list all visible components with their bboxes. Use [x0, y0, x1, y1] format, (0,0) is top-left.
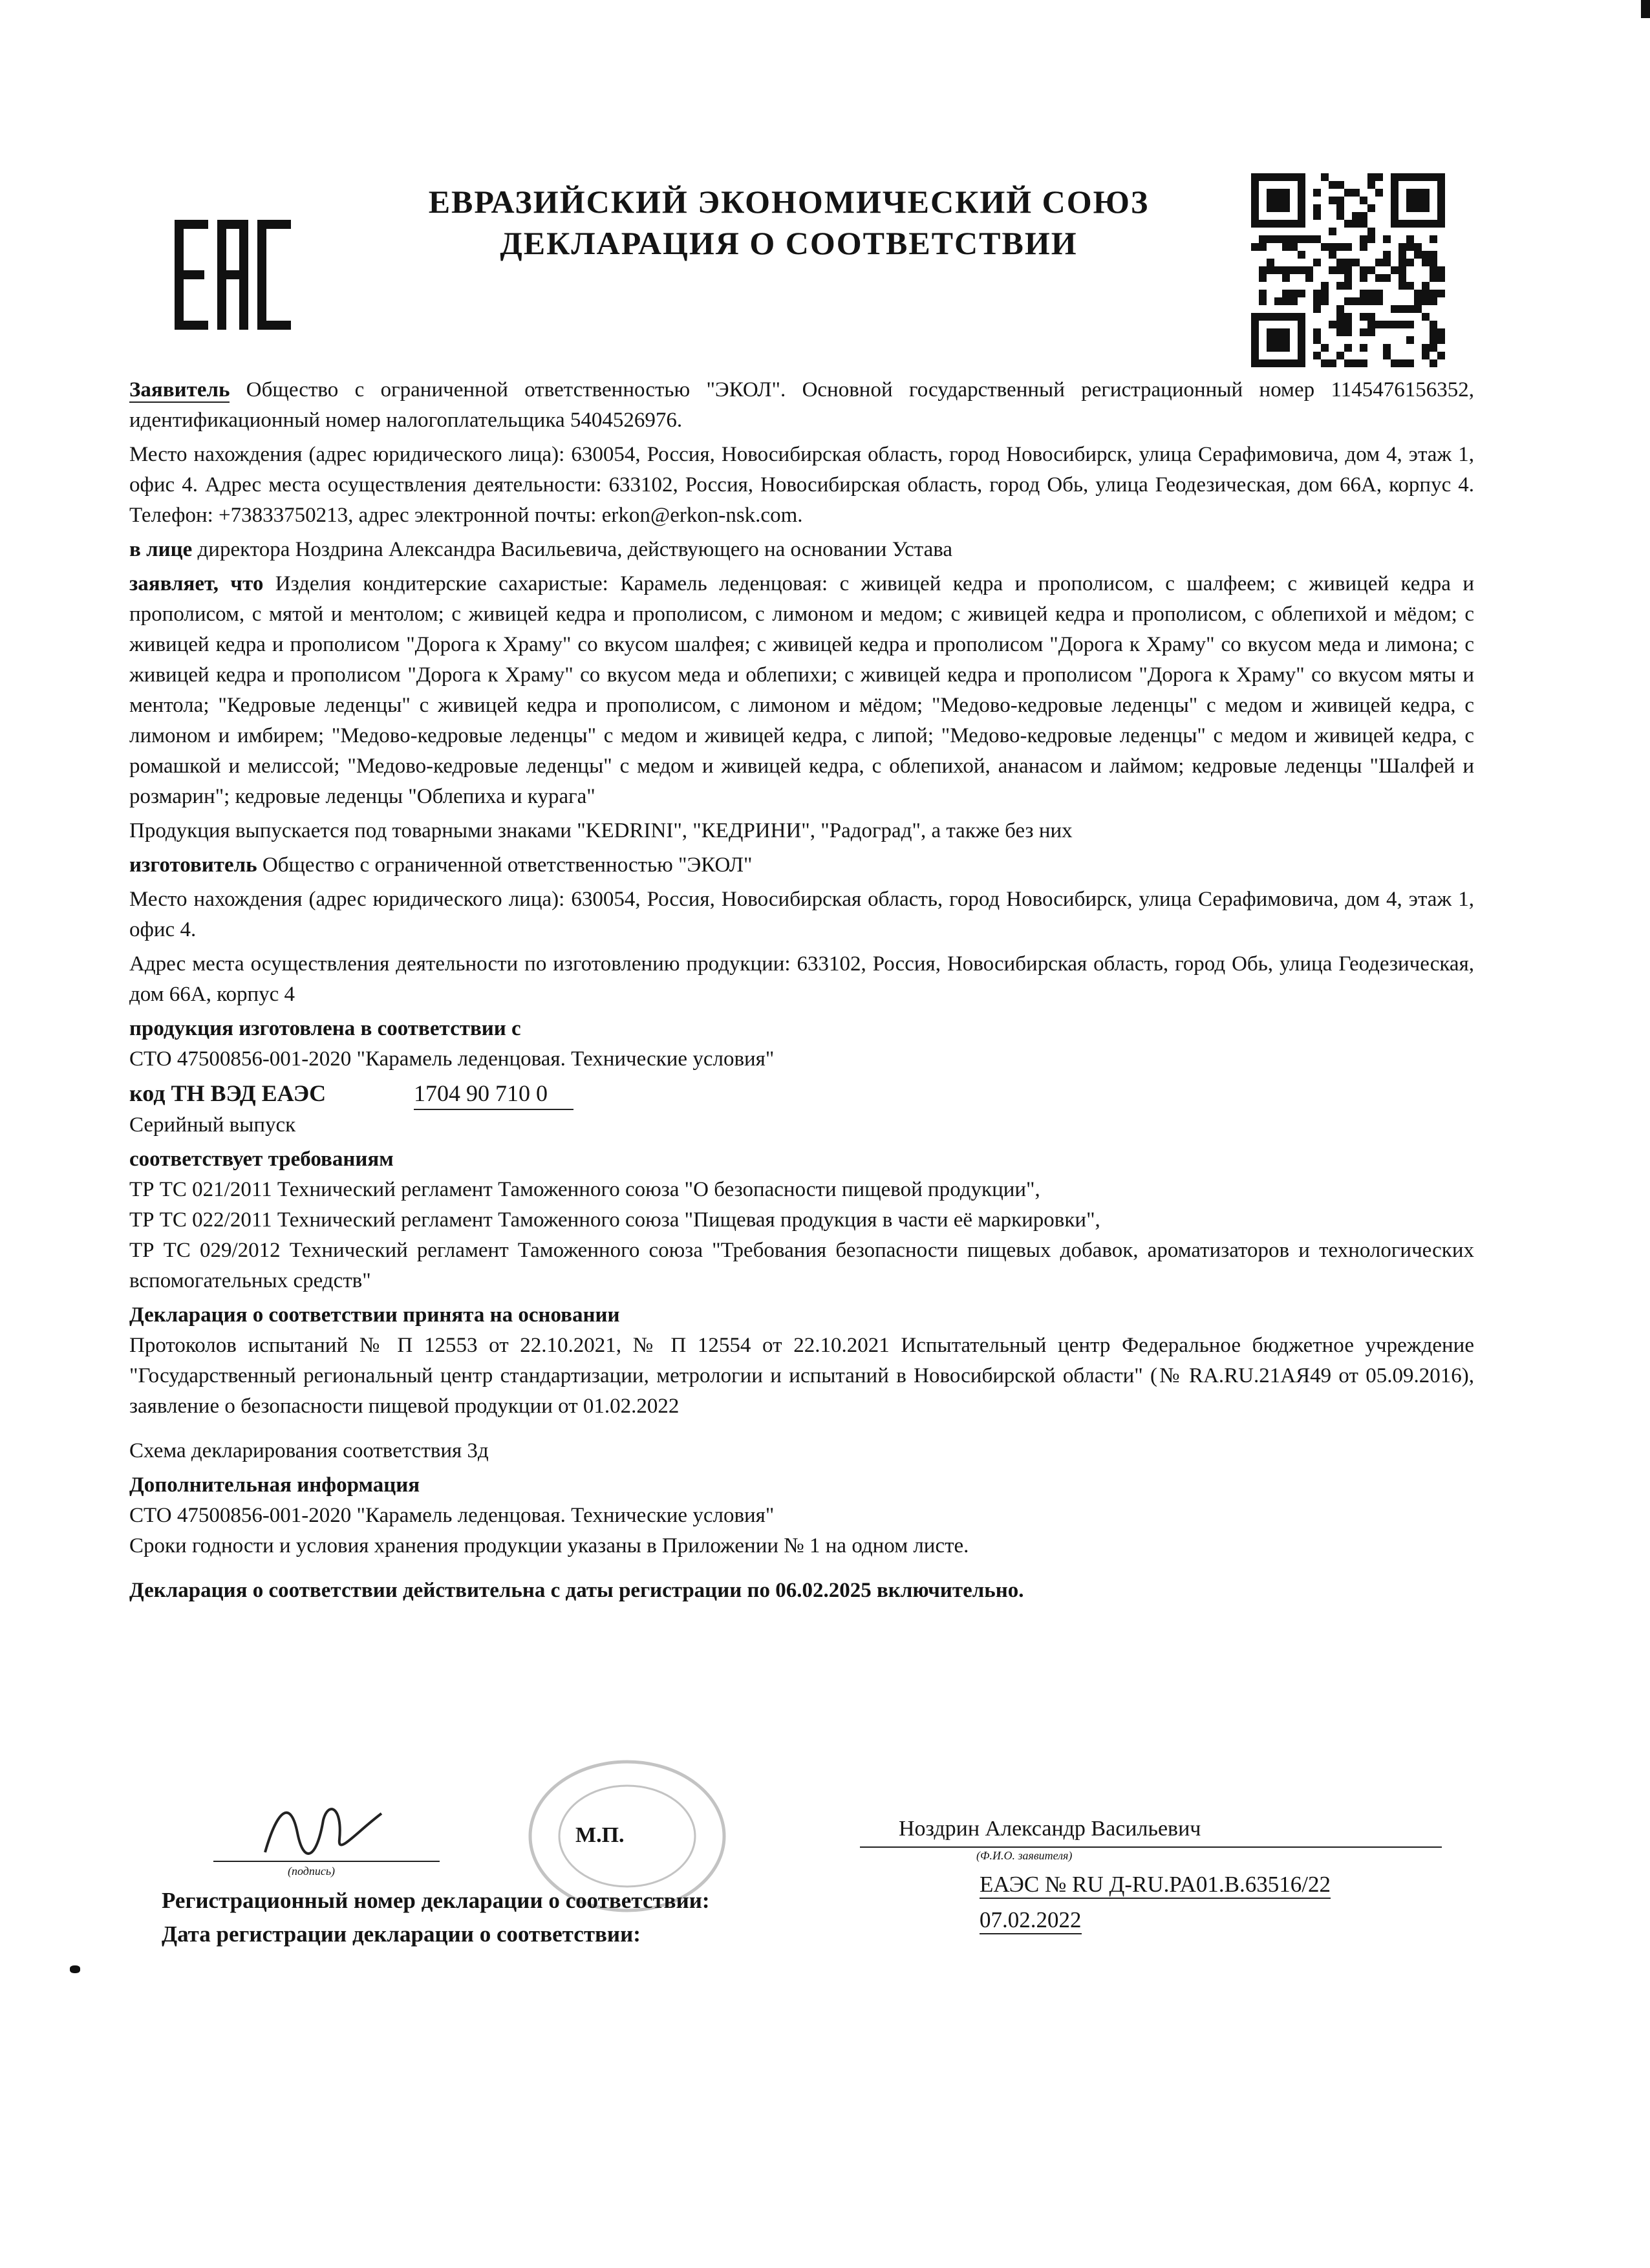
standard-value: СТО 47500856-001-2020 "Карамель леденцовая. Технические условия" — [129, 1047, 775, 1071]
applicant-paragraph — [129, 375, 1474, 436]
release-type: Серийный выпуск — [129, 1113, 296, 1137]
additional-label — [129, 1470, 1474, 1501]
requirement-item: ТР ТС 021/2011 Технический регламент Таможенного союза "О безопасности пищевой продукции", — [129, 1178, 1040, 1201]
requirement-item: ТР ТС 022/2011 Технический регламент Таможенного союза "Пищевая продукция в части её маркировки", — [129, 1208, 1100, 1232]
manufacturer-paragraph — [129, 850, 1474, 881]
requirements-label-text: соответствует требованиям — [129, 1148, 394, 1171]
qr-code — [1251, 173, 1445, 367]
header-title-line1: ЕВРАЗИЙСКИЙ ЭКОНОМИЧЕСКИЙ СОЮЗ — [428, 184, 1150, 220]
document-header — [362, 181, 1216, 264]
requirements-label — [129, 1144, 1474, 1175]
applicant-text: Общество с ограниченной ответственностью "ЭКОЛ". Основной государственный регистрационный номер 1145476156352, идентификационный номер налогоплательщика 5404526976. — [129, 378, 1474, 432]
declares-label: заявляет, что — [129, 572, 264, 595]
applicant-person-paragraph — [129, 535, 1474, 565]
trademarks-text: Продукция выпускается под товарными знаками "KEDRINI", "КЕДРИНИ", "Радоград", а также без них — [129, 819, 1073, 842]
applicant-label: Заявитель — [129, 378, 230, 401]
registration-number-label: Регистрационный номер декларации о соответствии: — [162, 1888, 710, 1913]
applicant-person-label: в лице — [129, 538, 193, 561]
signature-scribble — [252, 1794, 394, 1865]
basis-label-text: Декларация о соответствии принята на основании — [129, 1303, 620, 1327]
manufacturer-label: изготовитель — [129, 853, 257, 877]
signer-caption: (Ф.И.О. заявителя) — [976, 1849, 1073, 1862]
scan-edge-mark — [1641, 0, 1650, 18]
additional-line1: СТО 47500856-001-2020 "Карамель леденцовая. Технические условия" — [129, 1504, 775, 1527]
signer-line — [860, 1846, 1442, 1848]
additional-line2: Сроки годности и условия хранения продукции указаны в Приложении № 1 на одном листе. — [129, 1534, 969, 1557]
manufacturer-text: Общество с ограниченной ответственностью "ЭКОЛ" — [257, 853, 753, 877]
requirement-item: ТР ТС 029/2012 Технический регламент Таможенного союза "Требования безопасности пищевых добавок, ароматизаторов и технологических вспомогательных средств" — [129, 1239, 1474, 1292]
scan-dot-mark — [70, 1965, 80, 1973]
manufacturer-address: Место нахождения (адрес юридического лица): 630054, Россия, Новосибирская область, город Новосибирск, улица Серафимовича, дом 4, этаж 1, офис 4. — [129, 888, 1474, 941]
signer-name: Ноздрин Александр Васильевич — [899, 1817, 1201, 1841]
validity-text — [129, 1576, 1474, 1606]
scheme-text: Схема декларирования соответствия 3д — [129, 1439, 489, 1462]
signature-line — [213, 1861, 440, 1862]
applicant-address: Место нахождения (адрес юридического лица): 630054, Россия, Новосибирская область, город Новосибирск, улица Серафимовича, дом 4, этаж 1, офис 4. Адрес места осуществления деятельности: 633102, Россия, Новосибирская область, город Обь, улица Геодезическая, дом 66А, корпус 4. Телефон: +73833750213, адрес электронной почты: erkon@erkon-nsk.com. — [129, 443, 1474, 527]
hs-code-label: код ТН ВЭД ЕАЭС — [129, 1080, 327, 1106]
hs-code-value: 1704 90 710 0 — [414, 1078, 573, 1110]
registration-date-label: Дата регистрации декларации о соответствии: — [162, 1921, 641, 1947]
signature-caption: (подпись) — [288, 1865, 336, 1878]
applicant-person-text: директора Ноздрина Александра Васильевича, действующего на основании Устава — [192, 538, 953, 561]
basis-label — [129, 1300, 1474, 1331]
eac-logo — [175, 220, 291, 330]
declares-paragraph — [129, 569, 1474, 812]
applicant-section — [129, 375, 1474, 1606]
mp-label: М.П. — [575, 1823, 625, 1847]
manufacturer-production-address: Адрес места осуществления деятельности по изготовлению продукции: 633102, Россия, Новосибирская область, город Обь, улица Геодезическая, дом 66А, корпус 4 — [129, 952, 1474, 1006]
standard-label-text: продукция изготовлена в соответствии с — [129, 1017, 521, 1040]
registration-date-value: 07.02.2022 — [980, 1907, 1082, 1934]
hs-code-row — [129, 1078, 1474, 1110]
additional-label-text: Дополнительная информация — [129, 1473, 420, 1497]
standard-label — [129, 1014, 1474, 1044]
registration-number-value: ЕАЭС № RU Д-RU.PA01.В.63516/22 — [980, 1872, 1331, 1899]
header-title-line2: ДЕКЛАРАЦИЯ О СООТВЕТСТВИИ — [500, 225, 1078, 261]
declares-text: Изделия кондитерские сахаристые: Карамель леденцовая: с живицей кедра и прополисом, с шалфеем; с живицей кедра и прополисом, с мятой и ментолом; с живицей кедра и прополисом, с лимоном и медом; с живицей кедра и прополисом, с облепихой и мёдом; с живицей кедра и прополисом "Дорога к Храму" со вкусом шалфея; с живицей кедра и прополисом "Дорога к Храму" со вкусом меда и лимона; с живицей кедра и прополисом "Дорога к Храму" со вкусом меда и облепихи; с живицей кедра и прополисом "Дорога к Храму" со вкусом мяты и ментола; "Кедровые леденцы" с живицей кедра и прополисом, с лимоном и мёдом; "Медово-кедровые леденцы" с медом и живицей кедра, с лимоном и имбирем; "Медово-кедровые леденцы" с медом и живицей кедра, с липой; "Медово-кедровые леденцы" с медом и живицей кедра, с ромашкой и мелиссой; "Медово-кедровые леденцы" с медом и живицей кедра, с облепихой, ананасом и лаймом; кедровые леденцы "Шалфей и розмарин"; кедровые леденцы "Облепиха и курага" — [129, 572, 1474, 808]
validity-text-bold: Декларация о соответствии действительна с даты регистрации по 06.02.2025 включительно. — [129, 1579, 1024, 1602]
basis-text: Протоколов испытаний № П 12553 от 22.10.2021, № П 12554 от 22.10.2021 Испытательный центр Федеральное бюджетное учреждение "Государственный региональный центр стандартизации, метрологии и испытаний в Новосибирской области" (№ RA.RU.21АЯ49 от 05.09.2016), заявление о безопасности пищевой продукции от 01.02.2022 — [129, 1334, 1474, 1418]
